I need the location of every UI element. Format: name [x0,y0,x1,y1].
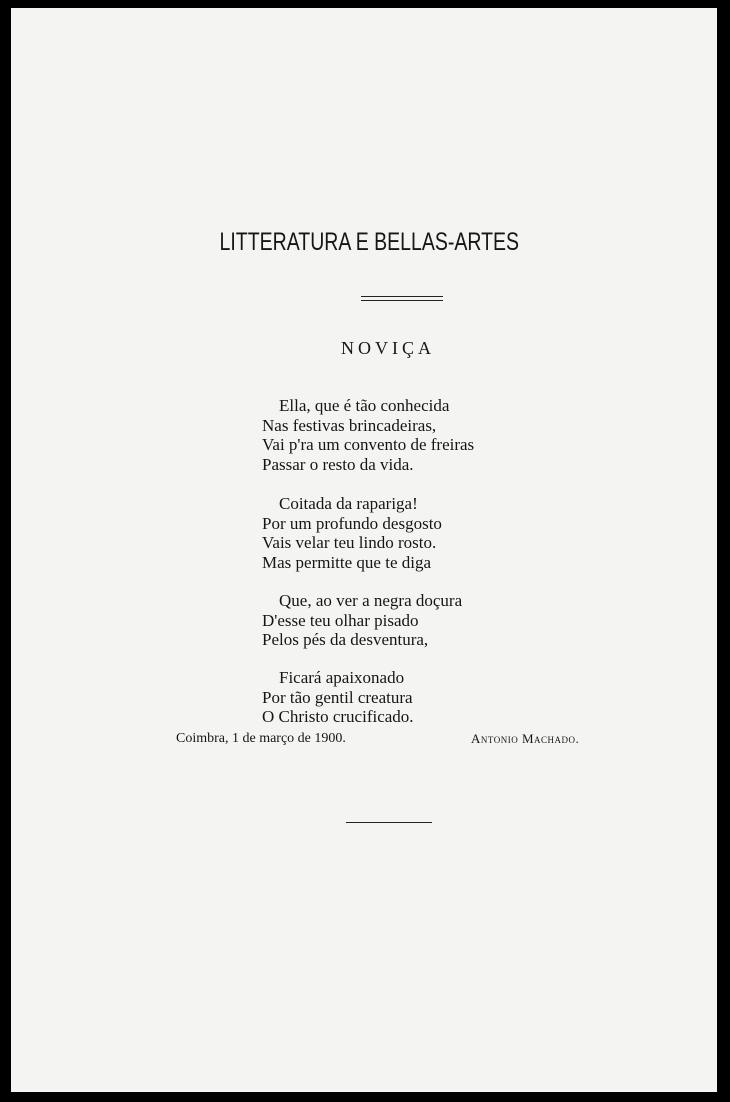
poem-line: Nas festivas brincadeiras, [262,415,437,435]
poem-line: Vais velar teu lindo rosto. [262,533,437,552]
end-rule [346,822,432,823]
poem-line: Por tão gentil creatura [262,687,413,707]
poem-line: Vai p'ra um convento de freiras [262,435,475,454]
poem-line: Mas permitte que te diga [262,552,432,572]
title-ornament [361,296,443,301]
place-date: Coimbra, 1 de março de 1900. [176,731,346,746]
poem-line: Ella, que é tão conhecida [279,396,450,415]
document-page [11,8,717,1092]
poem-title: NOVIÇA [341,338,435,358]
poem-line: Que, ao ver a negra doçura [279,591,463,610]
poem-line: Ficará apaixonado [279,668,405,687]
poem-line: Passar o resto da vida. [262,454,414,474]
poem-line: Por um profundo desgosto [262,513,442,533]
stanza-1 [262,396,474,474]
stanza-2 [262,494,442,572]
stanza-4 [262,668,414,727]
poem-line: O Christo crucificado. [262,707,414,726]
poem-line: D'esse teu olhar pisado [262,610,419,630]
author-name: Antonio Machado. [471,731,580,746]
poem-line: Coitada da rapariga! [279,494,418,513]
stanza-3 [262,591,462,650]
poem-line: Pelos pés da desventura, [262,630,429,649]
section-title: LITTERATURA E BELLAS-ARTES [219,228,520,256]
